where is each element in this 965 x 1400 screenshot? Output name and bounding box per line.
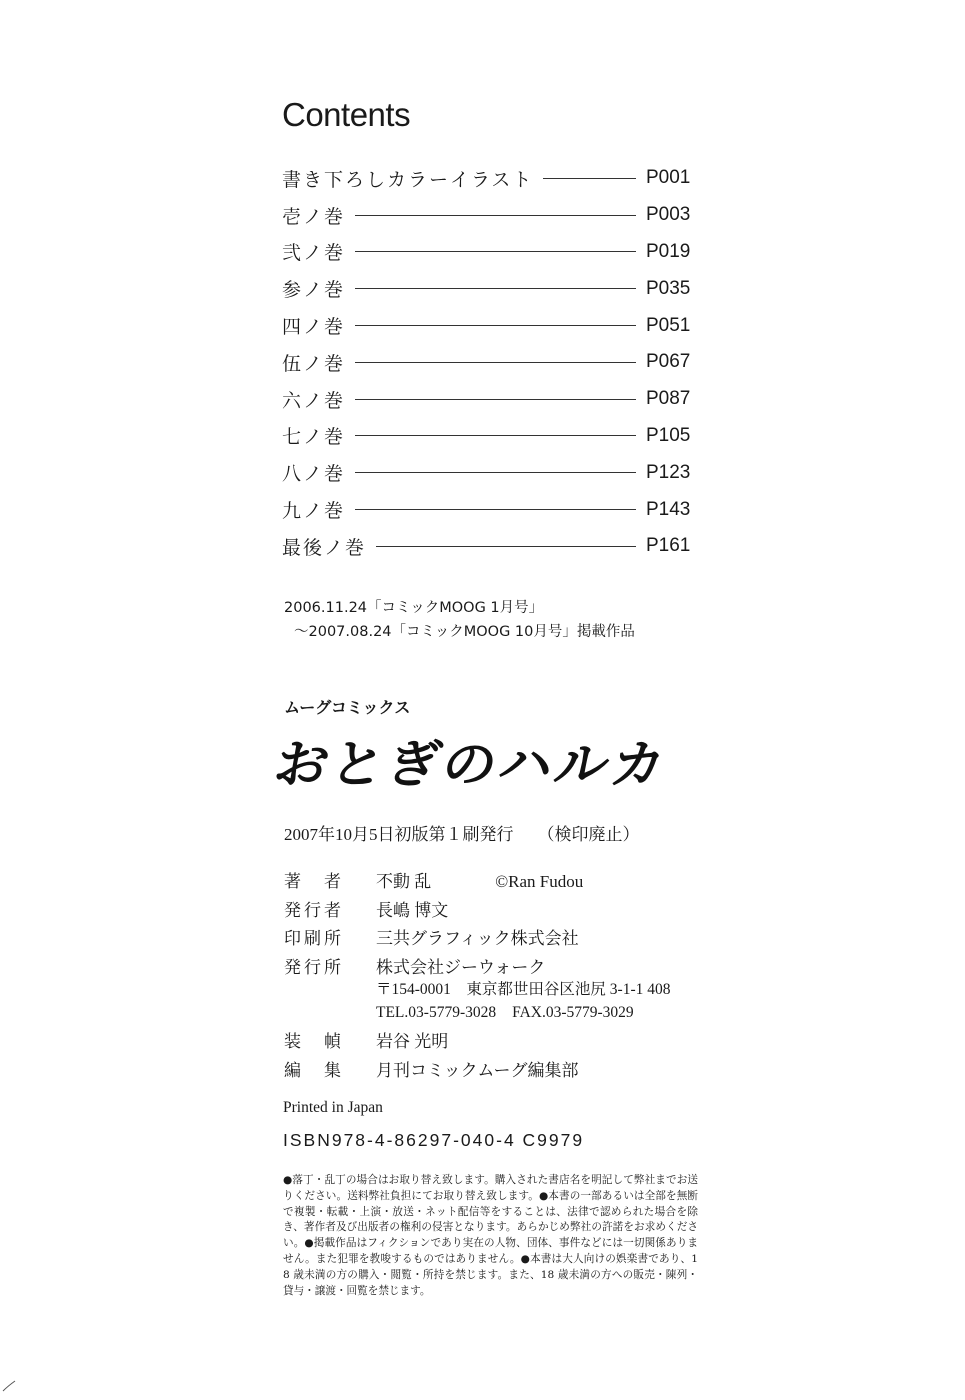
credit-row-author — [284, 868, 671, 897]
credits — [284, 868, 671, 1085]
toc-page: P051 — [646, 314, 691, 336]
toc-row — [282, 270, 692, 307]
toc-page: P123 — [646, 461, 691, 483]
leader-line — [355, 362, 636, 363]
book-title-logo: おとぎのハルカ — [269, 734, 673, 795]
toc-row — [282, 197, 692, 234]
toc-page: P161 — [646, 535, 691, 557]
credit-value: 月刊コミックムーグ編集部 — [376, 1060, 579, 1080]
address-line: 〒154-0001 東京都世田谷区池尻 3-1-1 408 — [376, 981, 671, 998]
toc-row — [282, 160, 692, 197]
credit-value: 三共グラフィック株式会社 — [376, 929, 579, 948]
toc-row — [282, 344, 692, 381]
toc-page: P035 — [646, 277, 691, 299]
leader-line — [355, 399, 636, 400]
toc-title: 九ノ巻 — [282, 500, 346, 523]
printed-in: Printed in Japan — [283, 1099, 383, 1116]
credit-key: 発行者 — [284, 900, 344, 920]
leader-line — [355, 435, 636, 436]
credit-value: 岩谷 光明 — [376, 1032, 449, 1051]
toc-row — [282, 528, 692, 565]
fax-number: FAX.03-5779-3029 — [512, 1004, 634, 1021]
toc-row — [282, 307, 692, 344]
toc-title: 弐ノ巻 — [282, 242, 346, 265]
isbn-code: ISBN978-4-86297-040-4 C9979 — [283, 1130, 585, 1150]
toc-page: P087 — [646, 388, 691, 410]
series-label: ムーグコミックス — [284, 698, 411, 717]
toc-title: 最後ノ巻 — [282, 536, 367, 559]
toc-title: 書き下ろしカラーイラスト — [282, 168, 534, 191]
toc-page: P001 — [646, 167, 691, 189]
credit-row-editor — [284, 1057, 671, 1086]
edition-date: 2007年10月5日初版第１刷発行 — [284, 825, 514, 844]
toc-page: P143 — [646, 498, 691, 520]
toc-row — [282, 454, 692, 491]
toc-title: 四ノ巻 — [282, 316, 346, 339]
legal-notice: ●落丁・乱丁の場合はお取り替え致します。購入された書店名を明記して弊社までお送りください。送料弊社負担にてお取り替え致します。●本書の一部あるいは全部を無断で複製・転載・上演・放送・ネット配信等をすることは、法律で認められた場合を除き、著作者及び出版者の権利の侵害となります。あらかじめ弊社の許諾をお求めください。●掲載作品はフィクションであり実在の人物、団体、事件などには一切関係ありません。また犯罪を教唆するものではありません。●本書は大人向けの娯楽書であり、18 歳未満の方の購入・閲覧・所持を禁じます。また、18 歳未満の方への販売・陳列・貸与・譲渡・回覧を禁じます。 — [283, 1174, 698, 1297]
tel-number: TEL.03-5779-3028 — [376, 1004, 497, 1021]
toc-page: P019 — [646, 240, 691, 262]
table-of-contents — [282, 160, 692, 565]
publication-line-2: ～2007.08.24「コミックMOOG 10月号」掲載作品 — [294, 624, 635, 640]
toc-row — [282, 234, 692, 271]
publisher-address — [284, 978, 671, 1024]
scan-mark-icon — [2, 1378, 16, 1392]
author-name: 不動 乱 — [376, 872, 432, 891]
toc-page: P067 — [646, 351, 691, 373]
credit-value: 株式会社ジーウォーク — [376, 957, 546, 977]
publication-line-1: 2006.11.24「コミックMOOG 1月号」 — [284, 600, 544, 616]
seal-note: （検印廃止） — [537, 825, 640, 844]
toc-row — [282, 491, 692, 528]
toc-title: 壱ノ巻 — [282, 205, 346, 228]
toc-title: 六ノ巻 — [282, 389, 346, 412]
credit-value: 長嶋 博文 — [376, 900, 449, 920]
toc-title: 八ノ巻 — [282, 463, 346, 486]
credit-key: 印刷所 — [284, 929, 344, 948]
toc-title: 七ノ巻 — [282, 426, 346, 449]
credit-key: 装 幀 — [284, 1032, 344, 1051]
toc-row — [282, 418, 692, 455]
leader-line — [355, 288, 636, 289]
credit-row-printer — [284, 925, 671, 954]
credit-row-publisher-person — [284, 897, 671, 926]
leader-line — [355, 509, 636, 510]
credit-key: 著 者 — [284, 872, 344, 891]
leader-line — [355, 472, 636, 473]
toc-title: 参ノ巻 — [282, 279, 346, 302]
credit-key: 編 集 — [284, 1060, 344, 1080]
credit-key: 発行所 — [284, 957, 344, 977]
leader-line — [355, 325, 636, 326]
toc-title: 伍ノ巻 — [282, 352, 346, 375]
edition-line — [284, 820, 640, 845]
publication-note — [284, 596, 635, 644]
leader-line — [355, 251, 636, 252]
toc-page: P105 — [646, 424, 691, 446]
toc-page: P003 — [646, 204, 691, 226]
contents-heading: Contents — [282, 96, 411, 133]
toc-row — [282, 381, 692, 418]
credit-row-design — [284, 1028, 671, 1057]
leader-line — [543, 178, 636, 179]
leader-line — [355, 215, 636, 216]
leader-line — [376, 546, 636, 547]
copyright-text: ©Ran Fudou — [495, 872, 584, 891]
